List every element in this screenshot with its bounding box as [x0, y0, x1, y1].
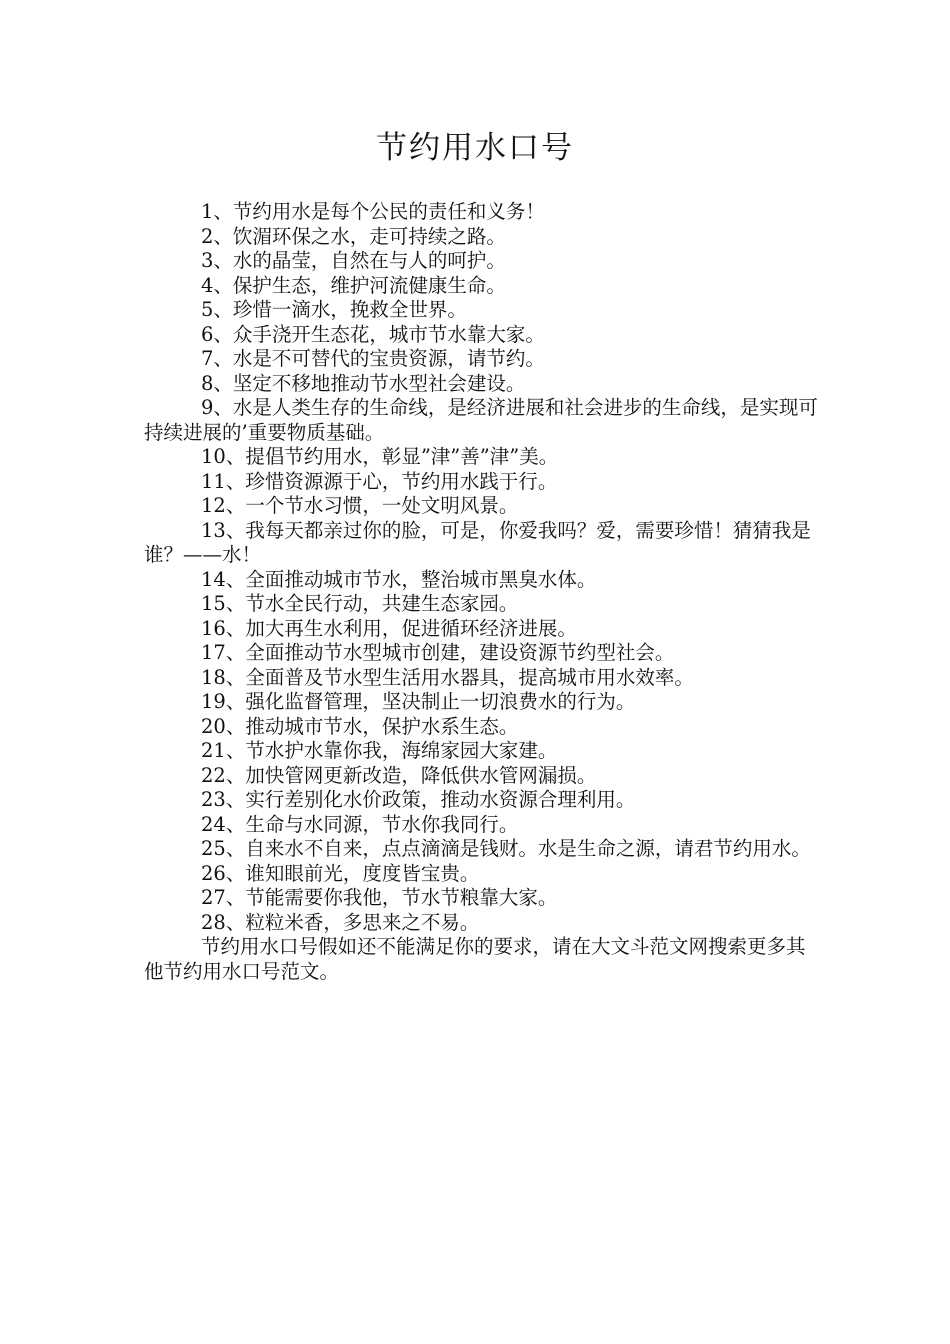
slogan-item: 15、节水全民行动，共建生态家园。 [201, 592, 519, 615]
slogan-item: 11、珍惜资源源于心，节约用水践于行。 [201, 469, 558, 493]
slogan-item: 9、水是人类生存的生命线，是经济进展和社会进步的生命线，是实现可持续进展的’重要物质基础。 [144, 396, 818, 444]
slogan-item: 27、节能需要你我他，节水节粮靠大家。 [201, 886, 558, 909]
slogan-item: 4、保护生态，维护河流健康生命。 [201, 273, 506, 297]
slogan-item: 3、水的晶莹，自然在与人的呵护。 [201, 249, 506, 272]
slogan-item: 1、节约用水是每个公民的责任和义务！ [201, 200, 545, 223]
slogan-item: 24、生命与水同源，节水你我同行。 [201, 812, 519, 836]
slogan-item: 19、强化监督管理，坚决制止一切浪费水的行为。 [201, 690, 636, 713]
slogan-item: 14、全面推动城市节水，整治城市黑臭水体。 [201, 567, 597, 591]
slogan-item: 13、我每天都亲过你的脸，可是，你爱我吗？爱，需要珍惜！猜猜我是谁？——水！ [144, 518, 811, 566]
document-body [144, 200, 824, 984]
slogan-item: 12、一个节水习惯，一处文明风景。 [201, 494, 519, 517]
slogan-item: 8、坚定不移地推动节水型社会建设。 [201, 371, 526, 395]
slogan-item: 28、粒粒米香，多思来之不易。 [201, 910, 480, 934]
slogan-item: 16、加大再生水利用，促进循环经济进展。 [201, 616, 577, 640]
slogan-item: 22、加快管网更新改造，降低供水管网漏损。 [201, 763, 597, 787]
slogan-item: 18、全面普及节水型生活用水器具，提高城市用水效率。 [201, 665, 694, 689]
slogan-item: 20、推动城市节水，保护水系生态。 [201, 714, 519, 738]
slogan-item: 25、自来水不自来，点点滴滴是钱财。水是生命之源，请君节约用水。 [201, 837, 811, 860]
closing-paragraph: 节约用水口号假如还不能满足你的要求，请在大文斗范文网搜索更多其他节约用水口号范文。 [144, 935, 806, 983]
slogan-item: 23、实行差别化水价政策，推动水资源合理利用。 [201, 788, 636, 811]
slogan-item: 26、谁知眼前光，度度皆宝贵。 [201, 861, 480, 885]
document-title: 节约用水口号 [376, 130, 574, 166]
slogan-item: 5、珍惜一滴水，挽救全世界。 [201, 298, 467, 321]
slogan-item: 6、众手浇开生态花，城市节水靠大家。 [201, 322, 545, 346]
slogan-item: 10、提倡节约用水，彰显”津”善”津”美。 [201, 445, 559, 468]
slogan-item: 7、水是不可替代的宝贵资源，请节约。 [201, 347, 545, 370]
slogan-item: 21、节水护水靠你我，海绵家园大家建。 [201, 739, 558, 762]
slogan-item: 2、饮湄环保之水，走可持续之路。 [201, 224, 506, 248]
slogan-item: 17、全面推动节水型城市创建，建设资源节约型社会。 [201, 641, 675, 664]
